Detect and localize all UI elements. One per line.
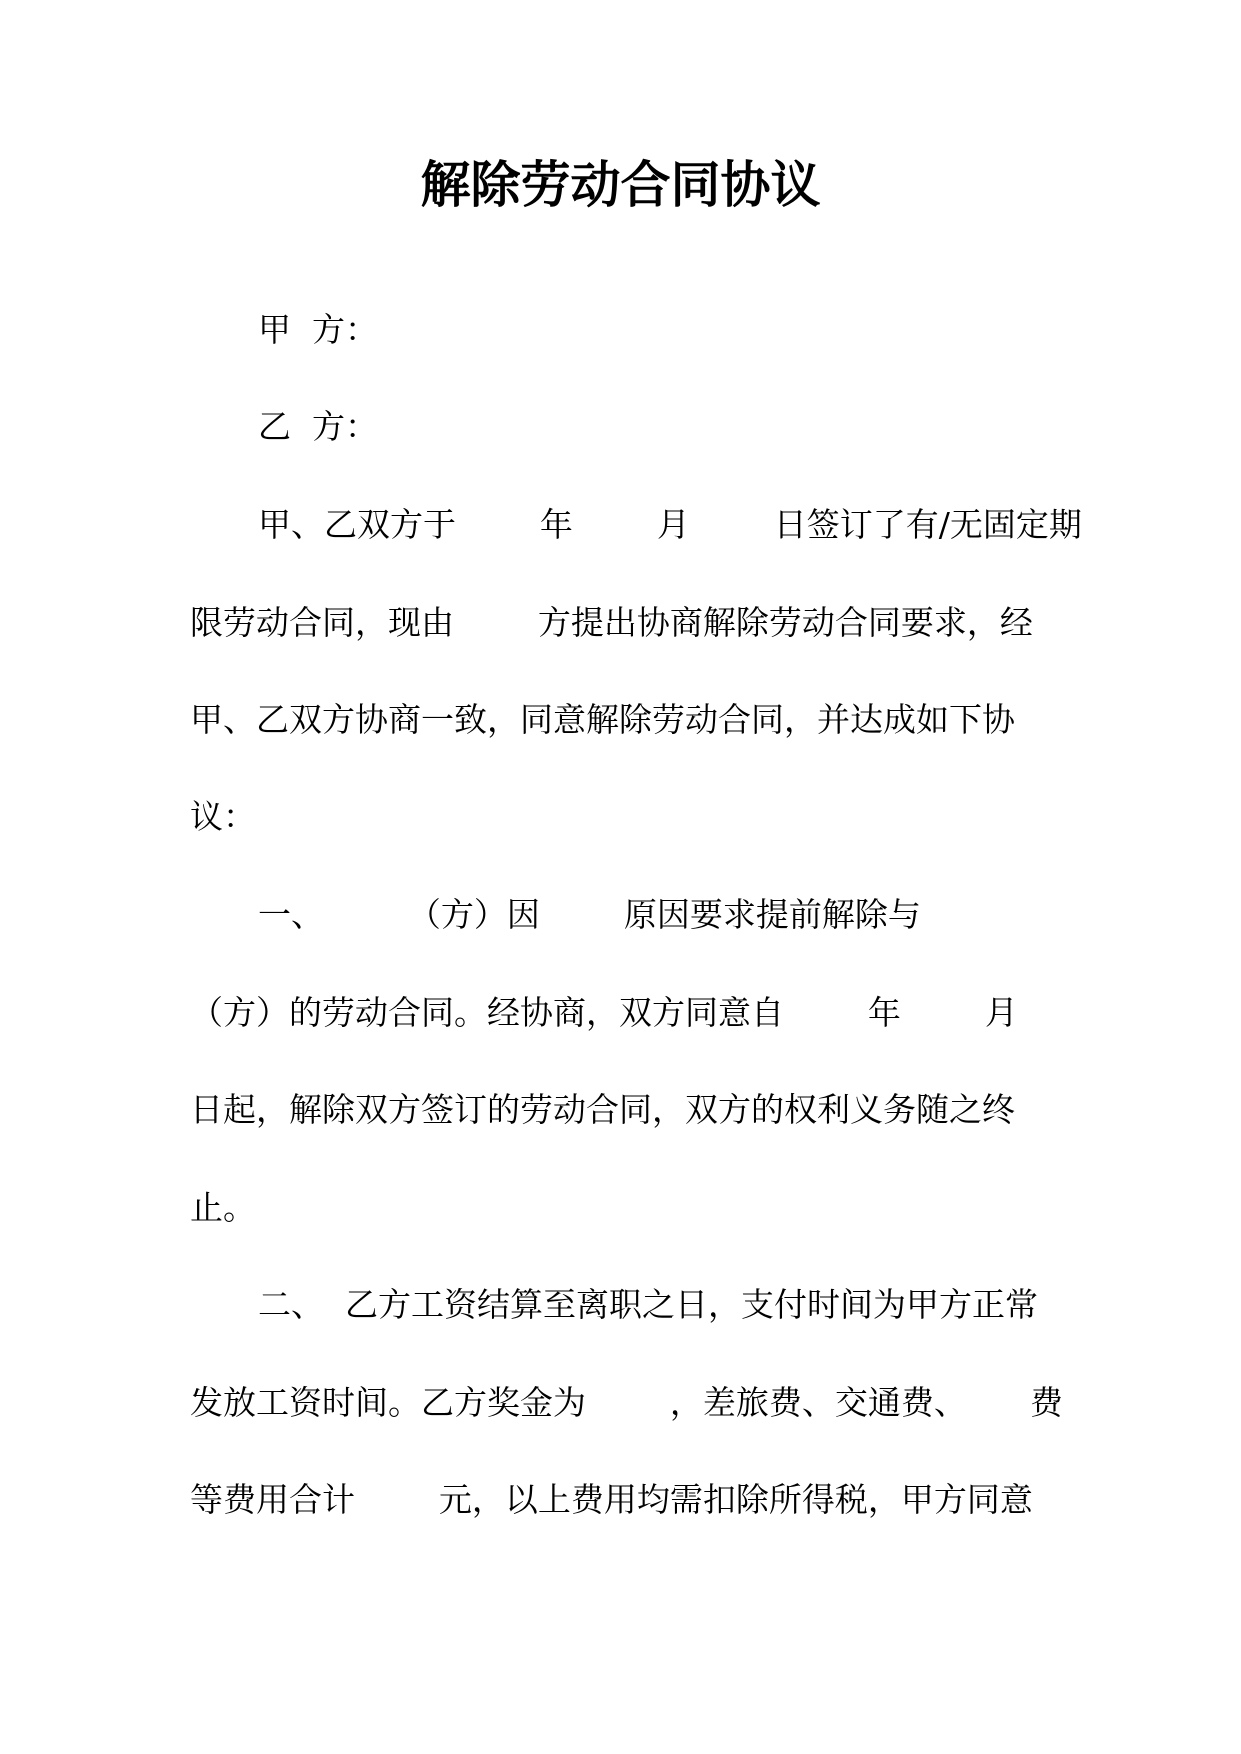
party-a-line: 甲 方： [258,310,378,349]
clause-2-line: 发放工资时间。乙方奖金为 ，差旅费、交通费、 费 [190,1383,1063,1422]
party-b-line: 乙 方： [258,407,378,446]
clause-1-line: 日起，解除双方签订的劳动合同，双方的权利义务随之终 [190,1090,1015,1129]
paragraph-line: 甲、乙双方协商一致，同意解除劳动合同，并达成如下协 [190,700,1015,739]
clause-1-line: 止。 [190,1188,256,1227]
paragraph-line: 议： [190,797,256,836]
clause-2-line: 二、 乙方工资结算至离职之日，支付时间为甲方正常 [258,1285,1038,1324]
clause-1-line: 一、 （方）因 原因要求提前解除与 [258,895,921,934]
clause-1-line: （方）的劳动合同。经协商，双方同意自 年 月 [190,993,1018,1032]
document-title: 解除劳动合同协议 [420,156,821,214]
paragraph-line: 甲、乙双方于 年 月 日签订了有/无固定期 [258,505,1082,544]
paragraph-line: 限劳动合同，现由 方提出协商解除劳动合同要求，经 [190,603,1033,642]
clause-2-line: 等费用合计 元，以上费用均需扣除所得税，甲方同意 [190,1480,1033,1519]
